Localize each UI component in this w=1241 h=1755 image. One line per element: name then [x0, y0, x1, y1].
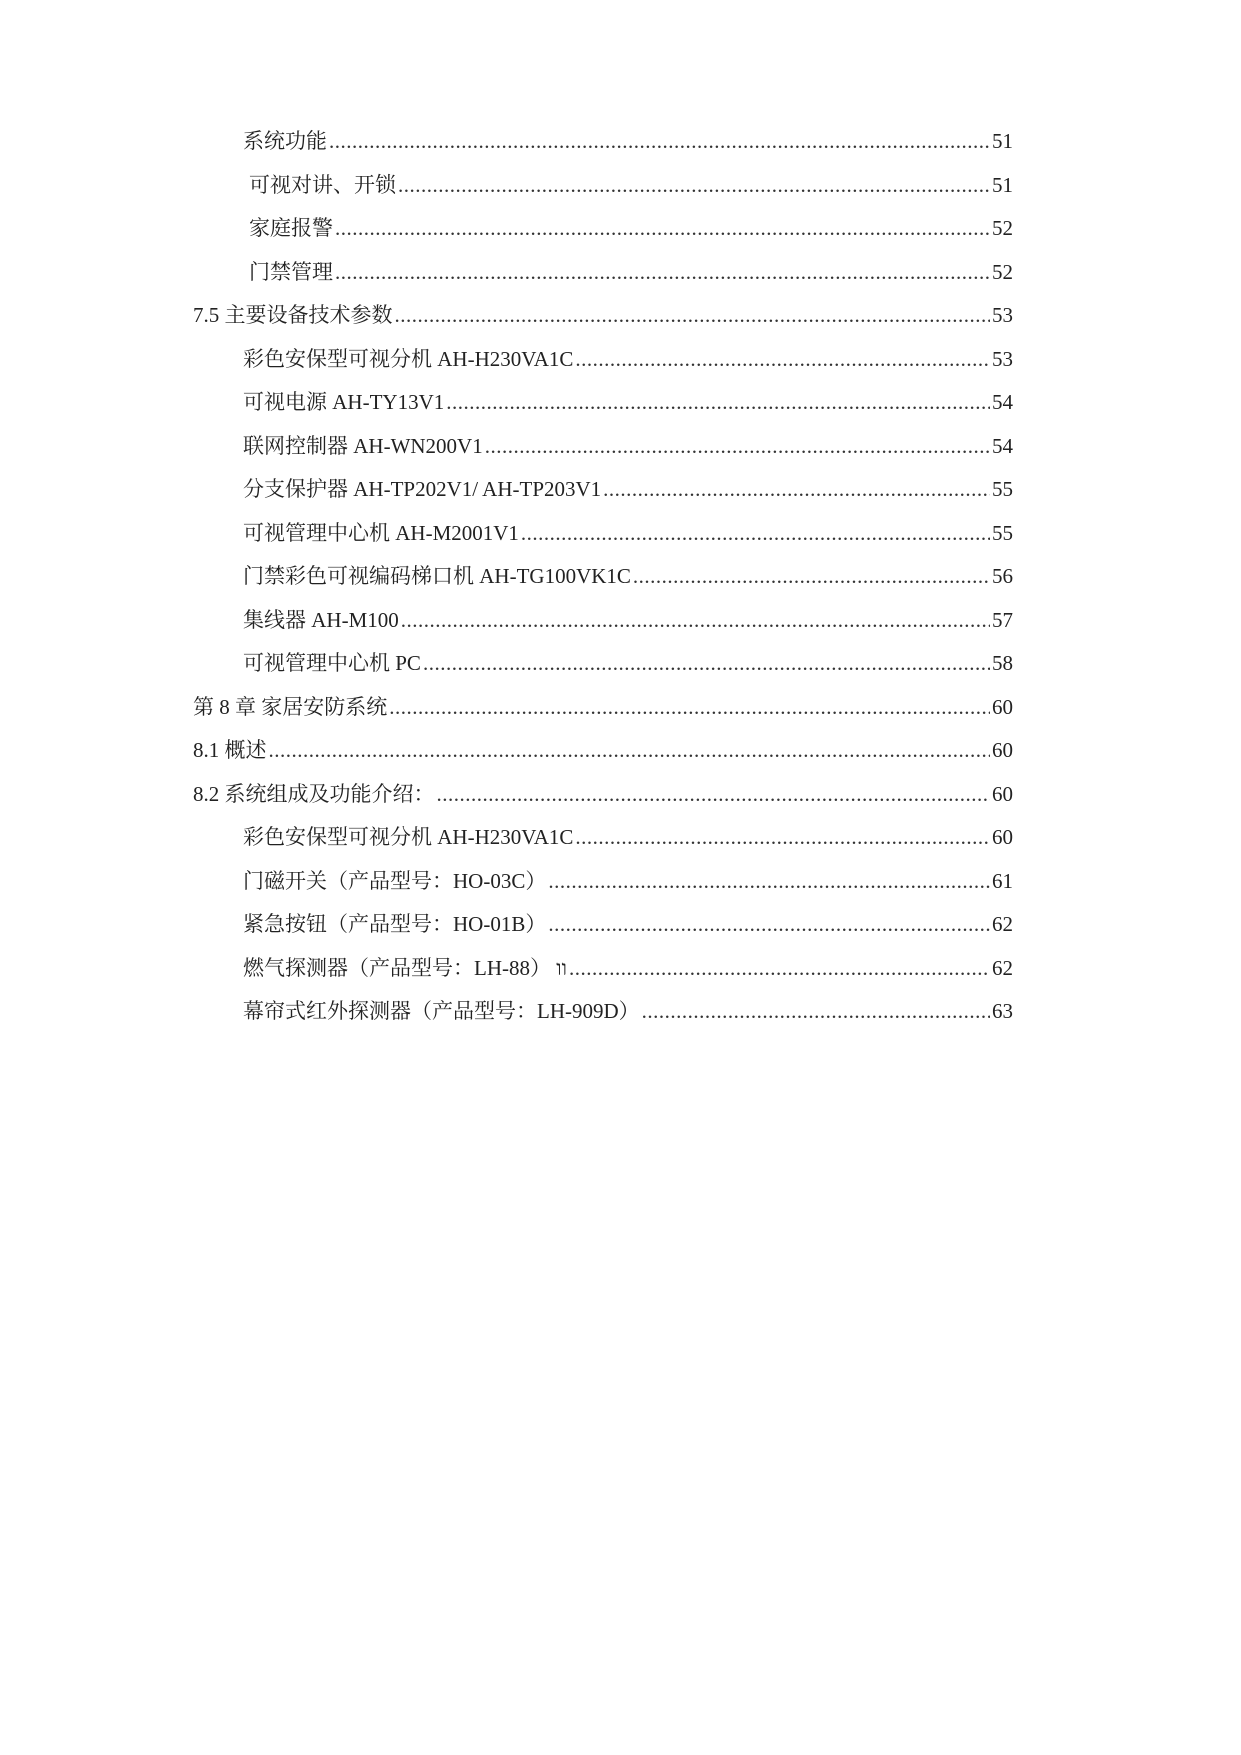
toc-dot-leader — [395, 300, 991, 330]
toc-entry-title: 紧急按钮（产品型号：HO-01B） — [243, 912, 547, 936]
toc-entry-title: 分支保护器 AH-TP202V1/ AH-TP203V1 — [243, 477, 602, 501]
toc-entry-title: 可视管理中心机 PC — [243, 651, 421, 675]
toc-entry-page-number: 57 — [992, 608, 1013, 632]
toc-entry-title: 第 8 章 家居安防系统 — [193, 695, 388, 719]
toc-dot-leader — [269, 735, 991, 765]
toc-entry — [243, 605, 1013, 635]
toc-entry-title: 家庭报警 — [249, 216, 333, 240]
toc-entry-page-number: 62 — [992, 912, 1013, 936]
toc-entry-title: 可视电源 AH-TY13V1 — [243, 390, 445, 414]
toc-dot-leader — [398, 170, 990, 200]
toc-dot-leader — [446, 387, 990, 417]
toc-entry-title: 系统功能 — [243, 129, 327, 153]
toc-entry-page-number: 60 — [992, 782, 1013, 806]
toc-entry — [243, 561, 1013, 591]
toc-entry-title: 8.1 概述 — [193, 738, 267, 762]
toc-entry-page-number: 60 — [992, 825, 1013, 849]
toc-entry-title: 门禁彩色可视编码梯口机 AH-TG100VK1C — [243, 564, 631, 588]
toc-entry — [243, 518, 1013, 548]
toc-entry-page-number: 58 — [992, 651, 1013, 675]
toc-entry-page-number: 60 — [992, 738, 1013, 762]
toc-entry-page-number: 63 — [992, 999, 1013, 1023]
toc-entry-page-number: 53 — [992, 347, 1013, 371]
toc-entry-title: 可视对讲、开锁 — [249, 173, 396, 197]
toc-entry-title: 联网控制器 AH-WN200V1 — [243, 434, 483, 458]
toc-entry-page-number: 53 — [992, 303, 1013, 327]
toc-dot-leader — [437, 779, 991, 809]
toc-entry — [243, 344, 1013, 374]
toc-entry-page-number: 52 — [992, 216, 1013, 240]
toc-entry — [243, 648, 1013, 678]
toc-dot-leader — [633, 561, 990, 591]
toc-entry — [193, 692, 1013, 722]
toc-entry-page-number: 61 — [992, 869, 1013, 893]
toc-entry-title: 8.2 系统组成及功能介绍： — [193, 782, 435, 806]
toc-entry-title: 7.5 主要设备技术参数 — [193, 303, 393, 327]
toc-dot-leader — [575, 344, 990, 374]
toc-entry-title: 集线器 AH-M100 — [243, 608, 399, 632]
toc-entry — [243, 431, 1013, 461]
toc-entry — [243, 909, 1013, 939]
toc-dot-leader — [329, 126, 990, 156]
toc-entry-title: 门禁管理 — [249, 260, 333, 284]
toc-entry — [193, 735, 1013, 765]
toc-dot-leader — [485, 431, 990, 461]
toc-dot-leader — [335, 213, 990, 243]
toc-entry — [243, 996, 1013, 1026]
toc-dot-leader — [521, 518, 990, 548]
toc-entry-title: 彩色安保型可视分机 AH-H230VA1C — [243, 825, 574, 849]
toc-entry-page-number: 51 — [992, 129, 1013, 153]
toc-entry-title: 燃气探测器（产品型号：LH-88）‎ וו — [243, 956, 567, 980]
toc-entry-page-number: 60 — [992, 695, 1013, 719]
toc-entry-page-number: 54 — [992, 390, 1013, 414]
toc-entry-title: 幕帘式红外探测器（产品型号：LH-909D） — [243, 999, 640, 1023]
toc-dot-leader — [603, 474, 990, 504]
toc-entry-page-number: 62 — [992, 956, 1013, 980]
toc-dot-leader — [642, 996, 990, 1026]
toc-entry — [243, 126, 1013, 156]
toc-entry — [243, 474, 1013, 504]
toc-entry-page-number: 55 — [992, 477, 1013, 501]
toc-entry — [193, 779, 1013, 809]
toc-entry — [243, 387, 1013, 417]
toc-entry-page-number: 54 — [992, 434, 1013, 458]
toc-dot-leader — [548, 909, 990, 939]
toc-entry — [243, 953, 1013, 983]
toc-entry-page-number: 55 — [992, 521, 1013, 545]
toc-dot-leader — [335, 257, 990, 287]
toc-dot-leader — [401, 605, 990, 635]
toc-entry — [243, 822, 1013, 852]
toc-dot-leader — [569, 953, 990, 983]
toc-entry-title: 可视管理中心机 AH-M2001V1 — [243, 521, 519, 545]
toc-entry-title: 门磁开关（产品型号：HO-03C） — [243, 869, 547, 893]
toc-entry — [193, 300, 1013, 330]
toc-entry — [243, 866, 1013, 896]
toc-entry — [249, 213, 1013, 243]
toc-entry — [249, 257, 1013, 287]
toc-entry — [249, 170, 1013, 200]
toc-dot-leader — [423, 648, 990, 678]
toc-entry-page-number: 52 — [992, 260, 1013, 284]
toc-dot-leader — [575, 822, 990, 852]
toc-dot-leader — [548, 866, 990, 896]
toc-entry-title: 彩色安保型可视分机 AH-H230VA1C — [243, 347, 574, 371]
toc-dot-leader — [389, 692, 990, 722]
toc-entry-page-number: 56 — [992, 564, 1013, 588]
toc-entry-page-number: 51 — [992, 173, 1013, 197]
